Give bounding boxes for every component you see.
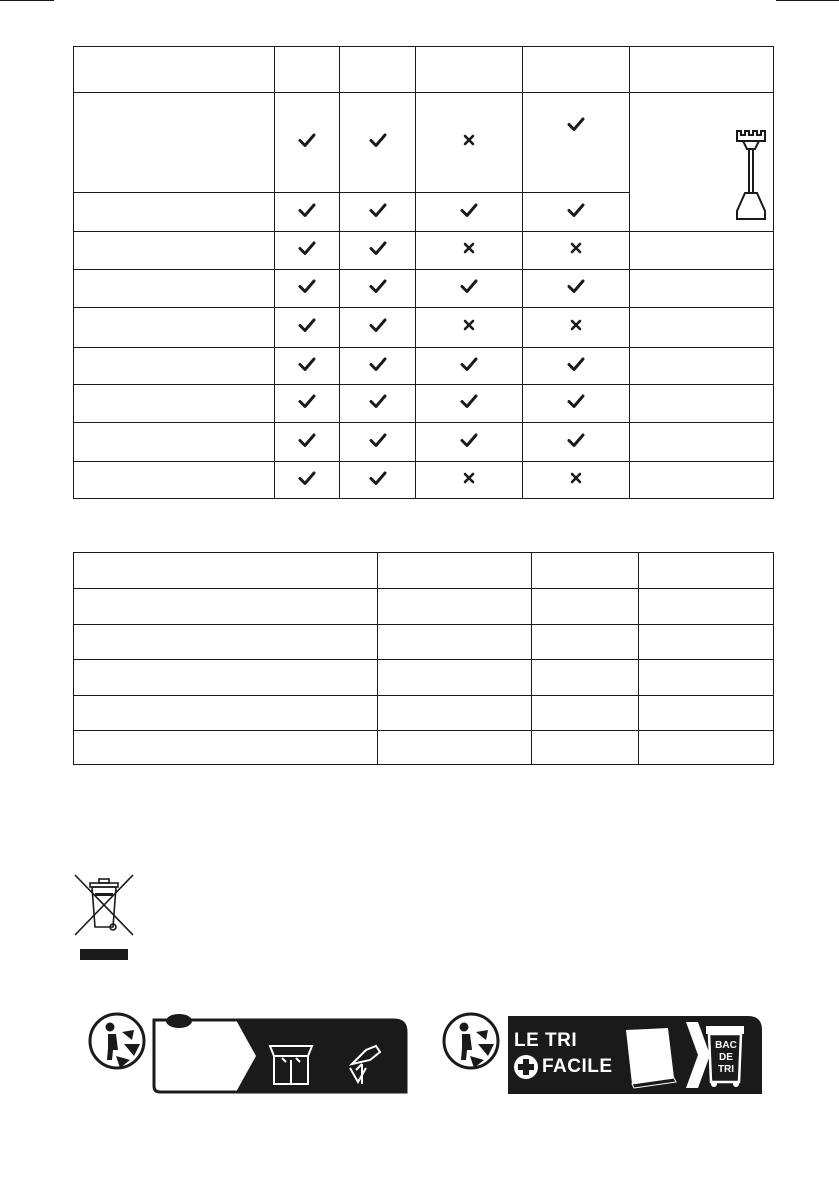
bin-label-2: DE xyxy=(719,1052,733,1063)
table-cell xyxy=(74,462,275,499)
table-cell xyxy=(74,696,378,731)
table-cell xyxy=(339,308,416,348)
table-row xyxy=(74,696,774,731)
table-cell xyxy=(74,385,275,423)
cross-icon xyxy=(565,467,587,489)
table-cell xyxy=(416,462,523,499)
table-row xyxy=(74,660,774,696)
table-cell xyxy=(74,625,378,660)
table-cell xyxy=(74,232,275,270)
table-cell xyxy=(274,385,339,423)
table-cell xyxy=(523,385,630,423)
table-cell xyxy=(639,731,774,765)
table-cell xyxy=(639,696,774,731)
table-cell xyxy=(377,731,532,765)
table-row xyxy=(74,462,774,499)
cross-icon xyxy=(458,129,480,151)
check-icon xyxy=(296,199,318,221)
check-icon xyxy=(296,314,318,336)
table-row xyxy=(74,553,774,589)
table-cell xyxy=(630,348,774,385)
table-cell xyxy=(274,462,339,499)
check-icon xyxy=(565,429,587,451)
check-icon xyxy=(458,390,480,412)
table-cell xyxy=(74,553,378,589)
check-icon xyxy=(367,129,389,151)
table-cell xyxy=(523,308,630,348)
table-row xyxy=(74,232,774,270)
check-icon xyxy=(367,390,389,412)
table-cell xyxy=(416,93,523,193)
table-cell xyxy=(274,348,339,385)
table-cell xyxy=(74,348,275,385)
check-icon xyxy=(458,199,480,221)
table-cell xyxy=(630,93,774,193)
table-cell xyxy=(339,270,416,308)
table-cell xyxy=(339,232,416,270)
table-cell xyxy=(74,423,275,462)
bin-label-1: BAC xyxy=(715,1040,737,1051)
check-icon xyxy=(367,429,389,451)
table-cell xyxy=(523,462,630,499)
table-row xyxy=(74,93,774,193)
table-cell xyxy=(532,625,639,660)
table-cell xyxy=(416,193,523,232)
table-cell xyxy=(74,660,378,696)
paper-icon xyxy=(626,1028,676,1088)
table-cell xyxy=(630,232,774,270)
table-cell xyxy=(339,348,416,385)
check-icon xyxy=(458,275,480,297)
table-cell xyxy=(416,423,523,462)
check-icon xyxy=(565,275,587,297)
check-icon xyxy=(367,199,389,221)
table-row xyxy=(74,270,774,308)
tri-title-line1: LE TRI xyxy=(514,1030,578,1051)
table-cell xyxy=(630,423,774,462)
check-icon xyxy=(296,467,318,489)
table-row xyxy=(74,625,774,660)
table-cell xyxy=(339,385,416,423)
table-row xyxy=(74,47,774,93)
table-cell xyxy=(523,193,630,232)
table-cell xyxy=(274,423,339,462)
table-cell xyxy=(339,47,416,93)
table-cell xyxy=(630,47,774,93)
cross-icon xyxy=(565,237,587,259)
tri-facile-banner xyxy=(508,1016,762,1094)
table-cell xyxy=(532,660,639,696)
check-icon xyxy=(296,129,318,151)
table-cell xyxy=(630,270,774,308)
table-cell xyxy=(74,308,275,348)
check-icon xyxy=(565,199,587,221)
table-cell xyxy=(377,696,532,731)
table-cell xyxy=(639,625,774,660)
cross-icon xyxy=(565,314,587,336)
table-cell xyxy=(339,93,416,193)
table-cell xyxy=(339,423,416,462)
table-cell xyxy=(639,553,774,589)
table-cell xyxy=(339,462,416,499)
table-cell xyxy=(523,270,630,308)
table-cell xyxy=(416,232,523,270)
check-icon xyxy=(296,353,318,375)
cross-icon xyxy=(458,314,480,336)
check-icon xyxy=(367,275,389,297)
table-row xyxy=(74,193,774,232)
table-cell xyxy=(274,232,339,270)
table-cell xyxy=(416,270,523,308)
table-row xyxy=(74,385,774,423)
check-icon xyxy=(296,429,318,451)
table-cell xyxy=(74,93,275,193)
crop-mark-left xyxy=(0,0,54,1)
cross-icon xyxy=(458,237,480,259)
store-drop-off-banner xyxy=(152,1012,408,1094)
table-cell xyxy=(377,625,532,660)
table-cell xyxy=(377,553,532,589)
check-icon xyxy=(367,314,389,336)
check-icon xyxy=(367,467,389,489)
table-cell xyxy=(523,423,630,462)
table-cell xyxy=(74,193,275,232)
compatibility-table xyxy=(73,46,774,499)
check-icon xyxy=(565,113,587,135)
table-cell xyxy=(523,348,630,385)
check-icon xyxy=(367,353,389,375)
table-cell xyxy=(532,553,639,589)
table-cell xyxy=(274,93,339,193)
check-icon xyxy=(458,429,480,451)
table-cell xyxy=(416,385,523,423)
cross-icon xyxy=(458,467,480,489)
crop-mark-right xyxy=(776,0,839,1)
table-cell xyxy=(630,385,774,423)
triman-icon xyxy=(86,1010,148,1072)
check-icon xyxy=(367,237,389,259)
triman-icon xyxy=(440,1010,502,1072)
blender-foot-icon xyxy=(733,127,769,223)
table-row xyxy=(74,589,774,625)
table-cell xyxy=(532,696,639,731)
table-cell xyxy=(532,589,639,625)
table-cell xyxy=(274,308,339,348)
table-cell xyxy=(74,589,378,625)
table-cell xyxy=(74,731,378,765)
check-icon xyxy=(458,353,480,375)
tri-title-line2: FACILE xyxy=(542,1056,613,1077)
check-icon xyxy=(296,390,318,412)
table-row xyxy=(74,731,774,765)
check-icon xyxy=(296,275,318,297)
check-icon xyxy=(296,237,318,259)
table-cell xyxy=(416,308,523,348)
table-cell xyxy=(339,193,416,232)
table-cell xyxy=(274,193,339,232)
table-cell xyxy=(74,270,275,308)
table-cell xyxy=(274,270,339,308)
table-cell xyxy=(532,731,639,765)
table-cell xyxy=(416,47,523,93)
spec-table xyxy=(73,552,774,765)
table-row xyxy=(74,423,774,462)
table-cell xyxy=(523,232,630,270)
bin-label-3: TRI xyxy=(717,1064,735,1075)
crossed-out-bin-icon xyxy=(73,873,135,963)
table-row xyxy=(74,308,774,348)
table-cell xyxy=(377,589,532,625)
table-cell xyxy=(639,589,774,625)
table-cell xyxy=(639,660,774,696)
table-row xyxy=(74,348,774,385)
check-icon xyxy=(565,390,587,412)
check-icon xyxy=(565,353,587,375)
table-cell xyxy=(523,93,630,193)
table-cell xyxy=(377,660,532,696)
table-cell xyxy=(274,47,339,93)
table-cell xyxy=(630,462,774,499)
table-cell xyxy=(416,348,523,385)
table-cell xyxy=(523,47,630,93)
table-cell xyxy=(630,308,774,348)
table-cell xyxy=(74,47,275,93)
